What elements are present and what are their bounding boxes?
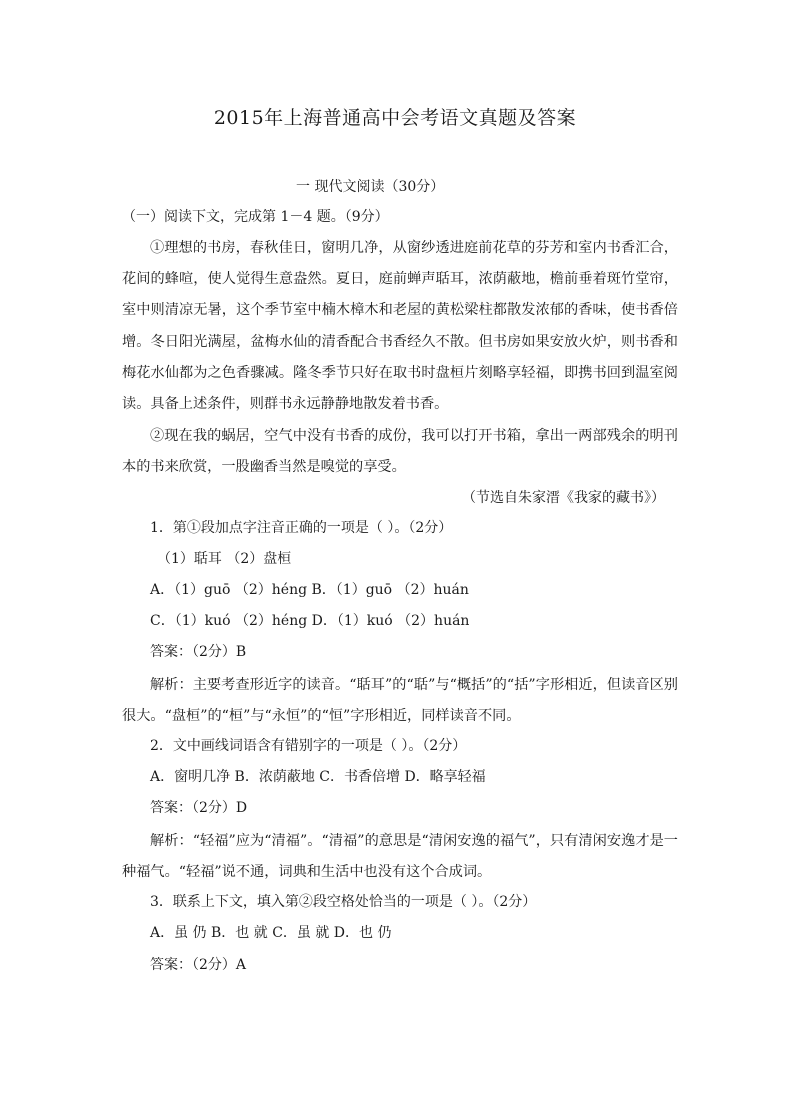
passage-paragraph-2: ②现在我的蜗居，空气中没有书香的成份，我可以打开书箱，拿出一两部残余的明刊本的书来欣赏，一股幽香当然是嗅觉的享受。 (122, 428, 678, 476)
question-3-options: A．虽 仍 B．也 就 C．虽 就 D．也 仍 (150, 925, 392, 941)
question-2-analysis: 解析：“轻福”应为“清福”。“清福”的意思是“清闲安逸的福气”，只有清闲安逸才是一种福气。“轻福”说不通，词典和生活中也没有这个合成词。 (122, 833, 678, 881)
question-2-answer: 答案：（2分）D (150, 800, 248, 816)
document-title: 2015年上海普通高中会考语文真题及答案 (213, 107, 577, 129)
question-2-stem: 2．文中画线词语含有错别字的一项是（ ）。（2分） (150, 738, 467, 754)
question-3-stem: 3．联系上下文，填入第②段空格处恰当的一项是（ ）。（2分） (150, 894, 537, 910)
question-1-analysis: 解析：主要考查形近字的读音。“聒耳”的“聒”与“概括”的“括”字形相近，但读音区别很大。“盘桓”的“桓”与“永恒”的“恒”字形相近，同样读音不同。 (122, 677, 678, 725)
question-2-options: A．窗明几净 B．浓荫蔽地 C．书香倍增 D．略享轻福 (150, 769, 486, 785)
section-heading: 一 现代文阅读（30分） (296, 179, 445, 195)
question-1-options-ab: A．（1）guō （2）héng B．（1）guō （2）huán (150, 582, 469, 598)
question-1-options-cd: C．（1）kuó （2）héng D．（1）kuó （2）huán (150, 613, 470, 629)
passage-paragraph-1: ①理想的书房，春秋佳日，窗明几净，从窗纱透进庭前花草的芬芳和室内书香汇合，花间的蜂喧，使人觉得生意盎然。夏日，庭前蝉声聒耳，浓荫蔽地，檐前垂着斑竹堂帘，室中则清凉无暑，这个季节室中楠木樟木和老屋的黄松梁柱都散发浓郁的香味，使书香倍增。冬日阳光满屋，盆梅水仙的清香配合书香经久不散。但书房如果安放火炉，则书香和梅花水仙都为之色香骤减。隆冬季节只好在取书时盘桓片刻略享轻福，即携书回到温室阅读。具备上述条件，则群书永远静静地散发着书香。 (122, 240, 678, 413)
question-1-answer: 答案：（2分）B (150, 644, 247, 660)
part-heading: （一）阅读下文，完成第 1－4 题。（9分） (122, 209, 389, 225)
passage-source: （节选自朱家溍《我家的藏书》） (462, 490, 665, 506)
question-1-words: （1）聒耳 （2）盘桓 (157, 551, 292, 567)
question-3-answer: 答案：（2分）A (150, 957, 247, 973)
question-1-stem: 1．第①段加点字注音正确的一项是（ ）。（2分） (150, 520, 453, 536)
